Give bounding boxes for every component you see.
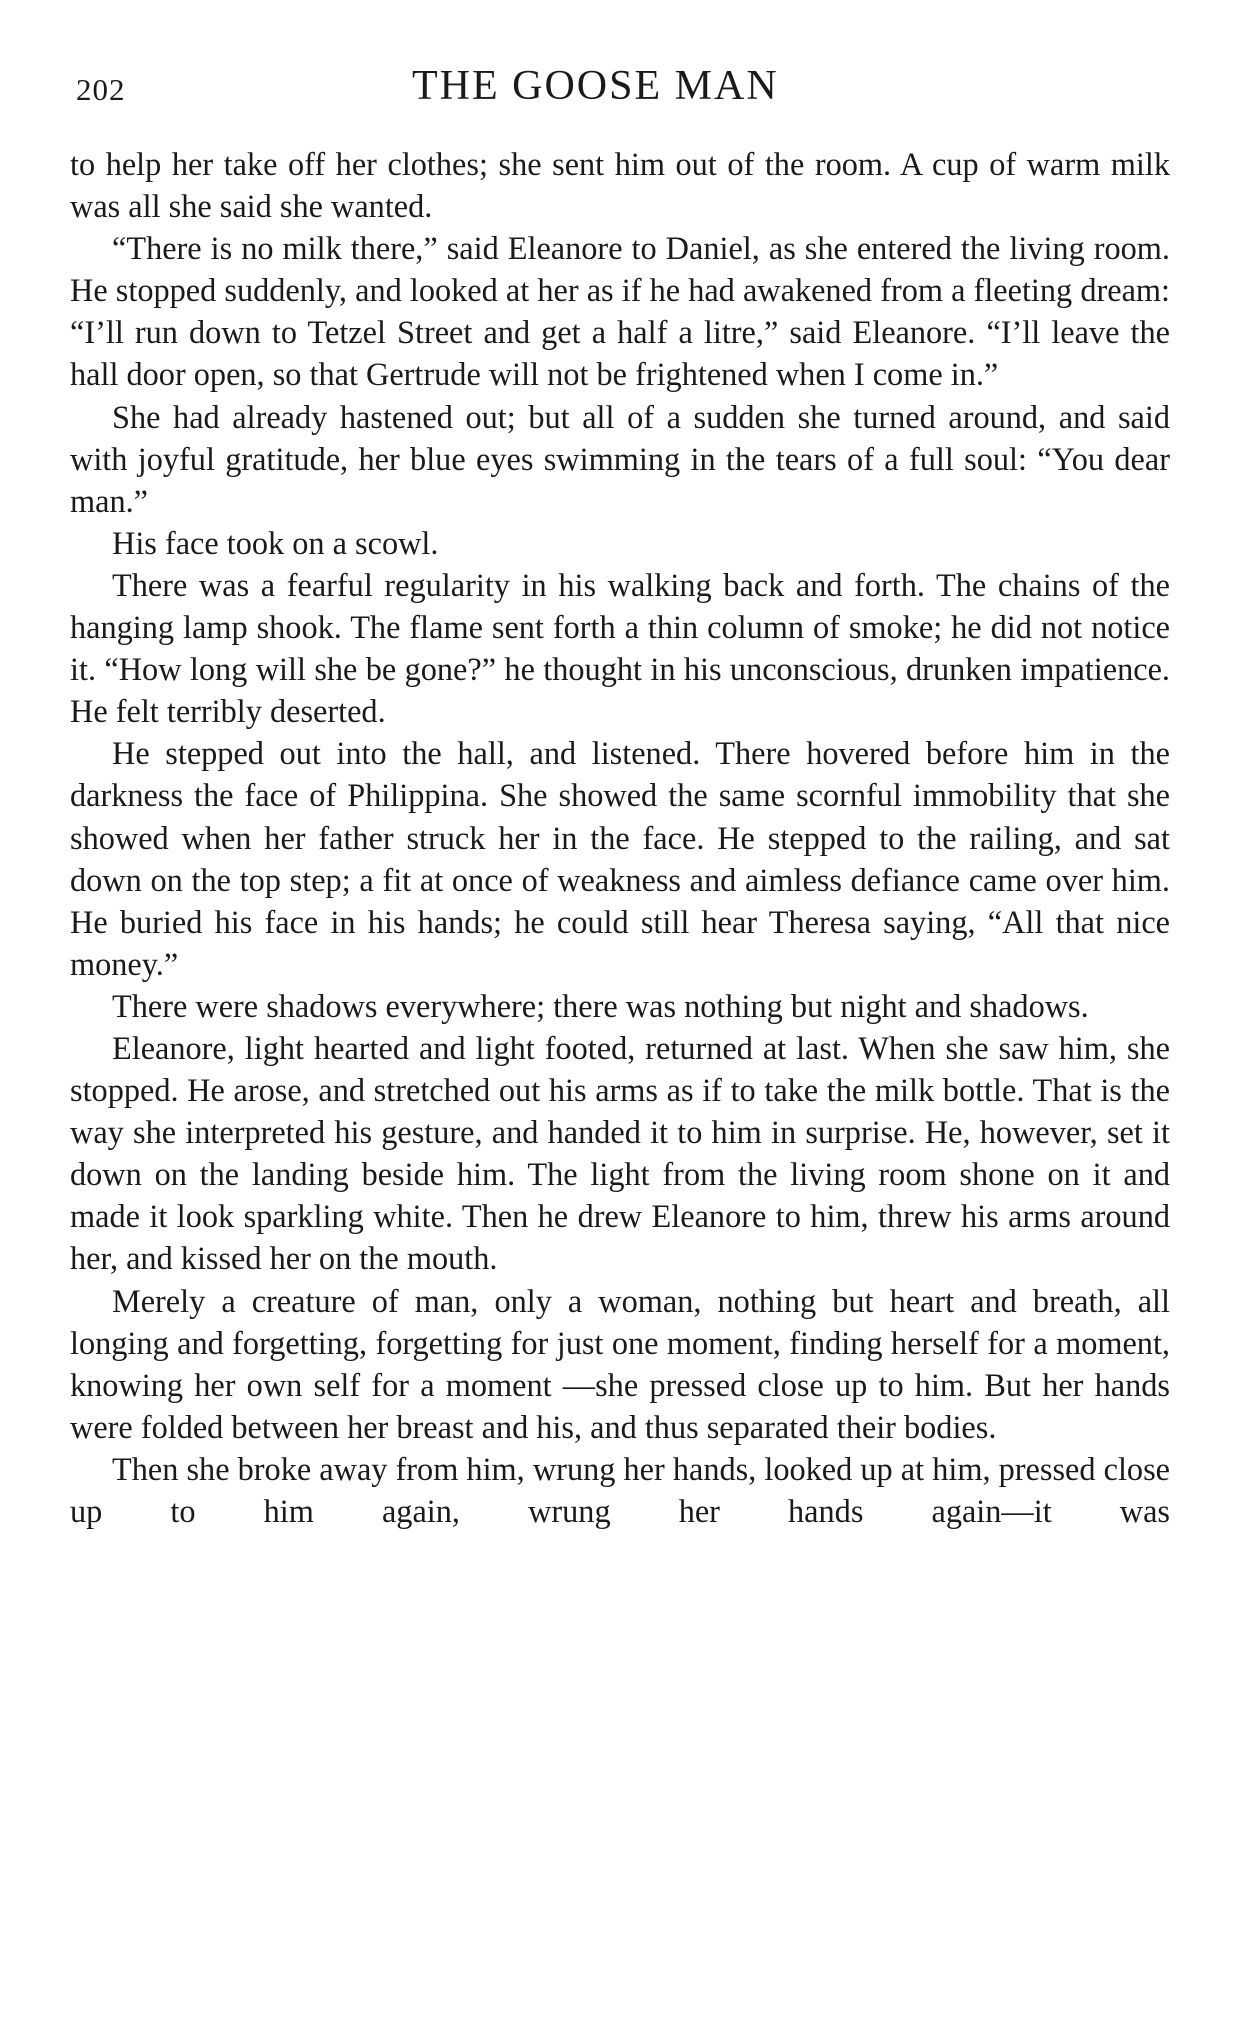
paragraph: She had already hastened out; but all of a sudden she turned around, and said with joyful gratitude, her blue eyes swimming in the tears of a full soul: “You dear man.” xyxy=(70,398,1170,519)
body-text xyxy=(70,143,1170,1532)
page-header xyxy=(72,62,1172,112)
paragraph: “There is no milk there,” said Eleanore to Daniel, as she entered the living room. He stopped suddenly, and looked at her as if he had awakened from a fleeting dream: “I’ll run down to Tetzel Street and get a half a litre,” said Eleanore. “I’ll leave the hall door open, so that Gertrude will not be frightened when I come in.” xyxy=(70,230,1170,393)
paragraph: Eleanore, light hearted and light footed, returned at last. When she saw him, she stopped. He arose, and stretched out his arms as if to take the milk bottle. That is the way she interpreted his gesture, and handed it to him in surprise. He, however, set it down on the landing beside him. The light from the living room shone on it and made it look sparkling white. Then he drew Eleanore to him, threw his arms around her, and kissed her on the mouth. xyxy=(70,1029,1170,1277)
paragraph: Merely a creature of man, only a woman, nothing but heart and breath, all longing and forgetting, forgetting for just one moment, finding herself for a moment, knowing her own self for a moment —she pressed close up to him. But her hands were folded between her breast and his, and thus separated their bodies. xyxy=(70,1282,1170,1445)
running-title: THE GOOSE MAN xyxy=(412,63,779,109)
paragraph: He stepped out into the hall, and listened. There hovered before him in the darkness the face of Philippina. She showed the same scornful immobility that she showed when her father struck her in the face. He stepped to the railing, and sat down on the top step; a fit at once of weakness and aimless defiance came over him. He buried his face in his hands; he could still hear Theresa saying, “All that nice money.” xyxy=(70,735,1170,982)
paragraph: His face took on a scowl. xyxy=(112,524,439,561)
paragraph-continued: to help her take off her clothes; she sent him out of the room. A cup of warm milk was all she said she wanted. xyxy=(70,146,1170,225)
page-number: 202 xyxy=(76,72,126,107)
paragraph: There were shadows everywhere; there was nothing but night and shadows. xyxy=(112,987,1089,1024)
paragraph: There was a fearful regularity in his walking back and forth. The chains of the hanging lamp shook. The flame sent forth a thin column of smoke; he did not notice it. “How long will she be gone?” he thought in his unconscious, drunken impatience. He felt terribly deserted. xyxy=(70,566,1170,730)
paragraph-continues: Then she broke away from him, wrung her hands, looked up at him, pressed close up to him again, wrung her hands again—it was xyxy=(70,1450,1170,1529)
